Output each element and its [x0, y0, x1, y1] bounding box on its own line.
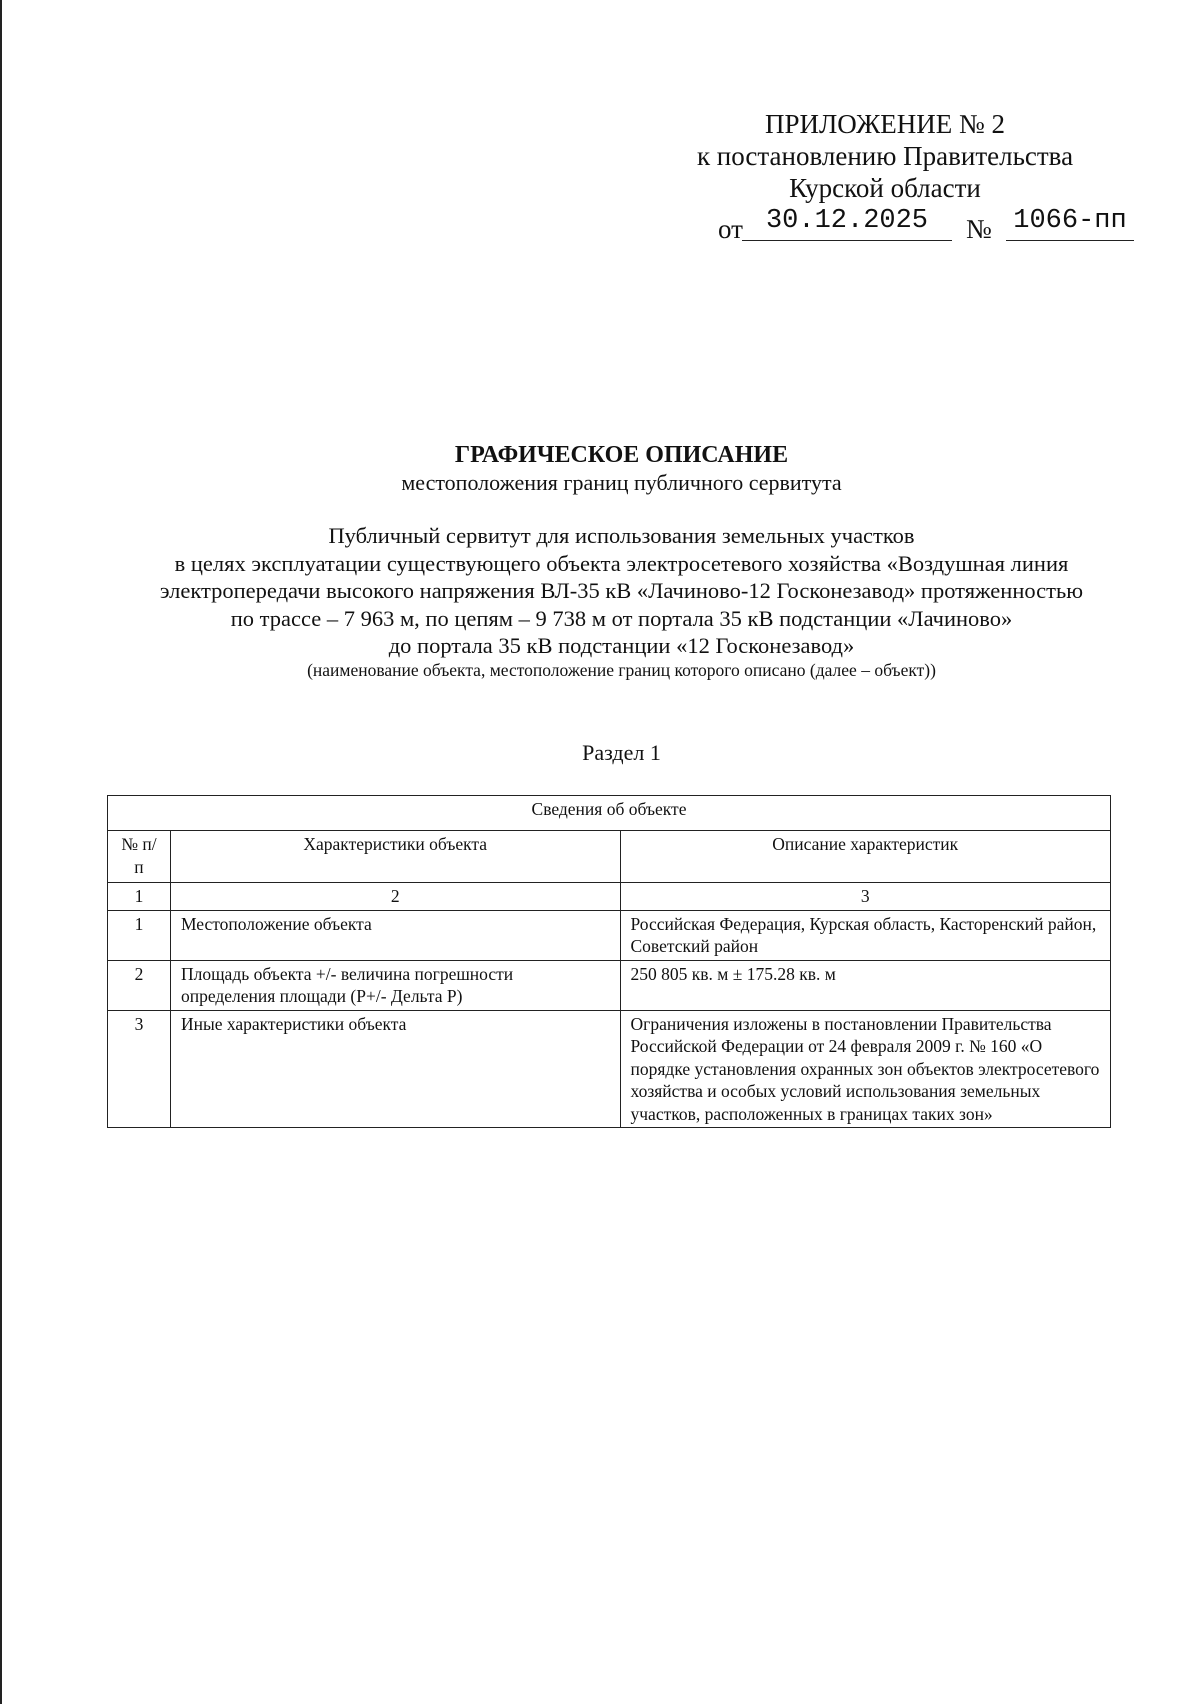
document-subtitle: местоположения границ публичного сервитута — [401, 470, 842, 495]
resolution-reference: к постановлению Правительства — [696, 141, 1074, 171]
header-characteristic: Характеристики объекта — [170, 831, 620, 883]
header-number: № п/п — [108, 831, 171, 883]
column-number-row — [108, 883, 1111, 911]
column-number: 3 — [620, 883, 1111, 911]
description-line: до портала 35 кВ подстанции «12 Госконезавод» — [388, 633, 855, 658]
section-heading: Раздел 1 — [582, 740, 661, 765]
appendix-title: ПРИЛОЖЕНИЕ № 2 — [764, 109, 1006, 139]
row-characteristic: Местоположение объекта — [170, 910, 620, 960]
description-line: электропередачи высокого напряжения ВЛ-35 кВ «Лачиново-12 Госконезавод» протяженностью — [159, 578, 1084, 603]
row-number: 3 — [108, 1010, 171, 1128]
header-description: Описание характеристик — [620, 831, 1111, 883]
row-characteristic: Иные характеристики объекта — [170, 1010, 620, 1128]
row-description: Ограничения изложены в постановлении Правительства Российской Федерации от 24 февраля 2009 г. № 160 «О порядке установления охранных зон объектов электросетевого хозяйства и особых условий использования земельных участков, расположенных в границах таких зон» — [620, 1010, 1111, 1128]
table-header-row — [108, 831, 1111, 883]
row-characteristic: Площадь объекта +/- величина погрешности определения площади (Р+/- Дельта Р) — [170, 960, 620, 1010]
region-name: Курской области — [789, 173, 981, 203]
resolution-number: 1066-пп — [1006, 206, 1134, 241]
column-number: 1 — [108, 883, 171, 911]
row-number: 2 — [108, 960, 171, 1010]
resolution-date-line — [718, 204, 1138, 244]
description-line: по трассе – 7 963 м, по цепям – 9 738 м от портала 35 кВ подстанции «Лачиново» — [230, 605, 1013, 631]
row-number: 1 — [108, 910, 171, 960]
description-line: Публичный сервитут для использования земельных участков — [328, 523, 915, 548]
servitude-description — [100, 522, 1143, 660]
table-caption-row — [108, 796, 1111, 831]
description-line: в целях эксплуатации существующего объекта электросетевого хозяйства «Воздушная линия — [174, 550, 1069, 576]
resolution-date: 30.12.2025 — [742, 206, 952, 241]
appendix-header — [650, 108, 1120, 204]
table-row — [108, 1010, 1111, 1128]
row-description: Российская Федерация, Курская область, Касторенский район, Советский район — [620, 910, 1111, 960]
document-title: ГРАФИЧЕСКОЕ ОПИСАНИЕ — [454, 442, 789, 468]
row-description: 250 805 кв. м ± 175.28 кв. м — [620, 960, 1111, 1010]
number-prefix: № — [966, 214, 992, 244]
table-caption: Сведения об объекте — [108, 796, 1111, 831]
date-prefix: от — [718, 214, 743, 244]
object-info-table — [107, 795, 1111, 1128]
table-row — [108, 960, 1111, 1010]
page-edge-line — [0, 0, 2, 1704]
column-number: 2 — [170, 883, 620, 911]
object-note: (наименование объекта, местоположение границ которого описано (далее – объект)) — [307, 660, 936, 680]
table-row — [108, 910, 1111, 960]
